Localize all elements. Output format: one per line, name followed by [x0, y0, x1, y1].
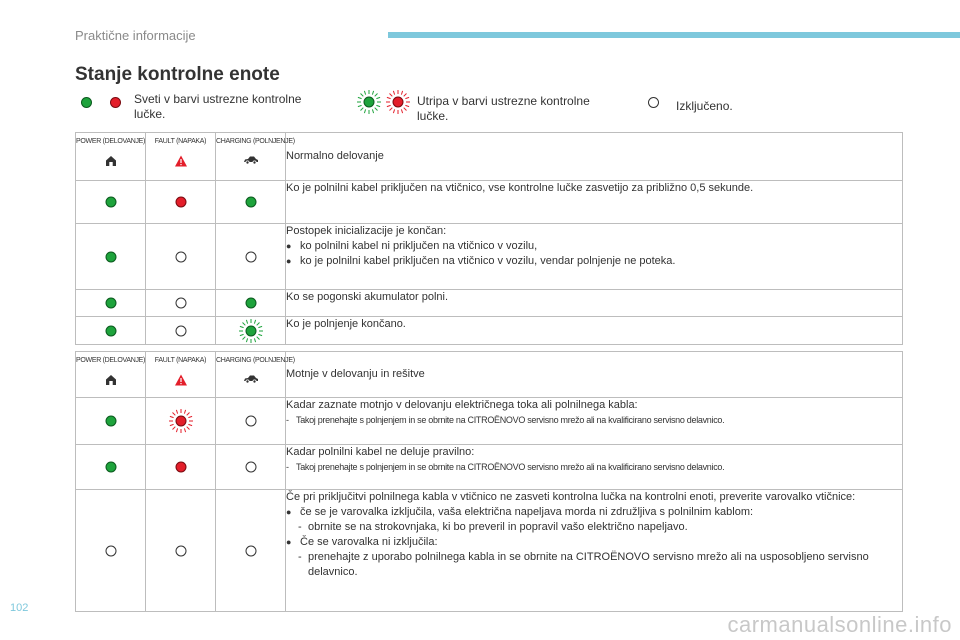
row-description: Kadar zaznate motnjo v delovanju električnega toka ali polnilnega kabla: - Takoj prenehajte s polnjenjem in se obrnite na CITROËNOVO servisno mrežo ali na kvalificirano servisno delavnico.	[286, 398, 903, 445]
power-led-green	[105, 416, 116, 427]
home-icon	[105, 155, 117, 167]
charging-led-green-blinking-icon	[238, 318, 264, 344]
page-title: Stanje kontrolne enote	[75, 64, 280, 85]
charging-led-off	[245, 416, 256, 427]
section-title: Praktične informacije	[75, 28, 196, 43]
legend-off-text: Izključeno.	[676, 99, 733, 113]
power-led-green	[105, 197, 116, 208]
legend-green-blink-icon	[356, 89, 382, 115]
row-description: Če pri priključitvi polnilnega kabla v vtičnico ne zasveti kontrolna lučka na kontrolni enoti, preverite varovalko vtičnice: ● če se je varovalka izključila, vaša električna napeljava morda ni združljiva s polnilnim kablom: - obrnite se na strokovnjaka, ki bo preveril in popravil vašo električno napeljavo. ● Če se varovalka ni izključila: - prenehajte z uporabo polnilnega kabla in se obrnite na CITROËNOVO servisno mrežo ali na usposobljeno servisno delavnico.	[286, 490, 903, 612]
warning-triangle-icon	[174, 374, 187, 386]
power-led-green	[105, 462, 116, 473]
col-power-header: POWER (DELOVANJE)	[76, 133, 146, 181]
col-charging-header: CHARGING (POLNJENJE)	[216, 133, 286, 181]
power-led-green	[105, 325, 116, 336]
row-description: Kadar polnilni kabel ne deluje pravilno: - Takoj prenehajte s polnjenjem in se obrnite na CITROËNOVO servisno mrežo ali na kvalificirano servisno delavnico.	[286, 445, 903, 490]
page-number: 102	[10, 602, 29, 614]
power-led-green	[105, 251, 116, 262]
legend-blinking-text: Utripa v barvi ustrezne kontrolne lučke.	[417, 94, 590, 123]
legend-red-led	[110, 97, 121, 108]
table-row	[76, 490, 903, 612]
status-table-faults	[75, 351, 903, 612]
power-led-green	[105, 298, 116, 309]
fault-led-off	[175, 251, 186, 262]
row-description: Ko se pogonski akumulator polni.	[286, 290, 903, 317]
charging-led-green	[245, 197, 256, 208]
accent-bar	[388, 32, 960, 38]
fault-led-off	[175, 545, 186, 556]
charging-led-off	[245, 545, 256, 556]
table-row	[76, 290, 903, 317]
fault-led-red-blinking-icon	[168, 408, 194, 434]
row-description: Ko je polnilni kabel priključen na vtičnico, vse kontrolne lučke zasvetijo za približno 0,5 sekunde.	[286, 181, 903, 224]
legend-steady-text: Sveti v barvi ustrezne kontrolne lučke.	[134, 92, 302, 121]
fault-led-red	[175, 197, 186, 208]
legend-green-led	[81, 97, 92, 108]
col-charging-header: CHARGING (POLNJENJE)	[216, 352, 286, 398]
col-power-header: POWER (DELOVANJE)	[76, 352, 146, 398]
table-row	[76, 317, 903, 345]
legend-off-led	[648, 97, 659, 108]
fault-led-red	[175, 462, 186, 473]
legend-red-blink-icon	[385, 89, 411, 115]
power-led-off	[105, 545, 116, 556]
table-header-description: Motnje v delovanju in rešitve	[286, 352, 903, 398]
charging-led-green	[245, 298, 256, 309]
home-icon	[105, 374, 117, 386]
table-header-description: Normalno delovanje	[286, 133, 903, 181]
table-header-row	[76, 133, 903, 181]
fault-led-off	[175, 325, 186, 336]
car-icon	[243, 374, 259, 384]
watermark: carmanualsonline.info	[727, 612, 952, 637]
col-fault-header: FAULT (NAPAKA)	[146, 352, 216, 398]
row-description: Postopek inicializacije je končan: ● ko polnilni kabel ni priključen na vtičnico v vozilu, ● ko je polnilni kabel priključen na vtičnico v vozilu, vendar polnjenje ne poteka.	[286, 224, 903, 290]
table-header-row	[76, 352, 903, 398]
row-description: Ko je polnjenje končano.	[286, 317, 903, 345]
status-table-normal	[75, 132, 903, 345]
table-row	[76, 224, 903, 290]
car-icon	[243, 155, 259, 165]
charging-led-off	[245, 462, 256, 473]
fault-led-off	[175, 298, 186, 309]
col-fault-header: FAULT (NAPAKA)	[146, 133, 216, 181]
table-row	[76, 181, 903, 224]
warning-triangle-icon	[174, 155, 187, 167]
table-row	[76, 398, 903, 445]
table-row	[76, 445, 903, 490]
charging-led-off	[245, 251, 256, 262]
